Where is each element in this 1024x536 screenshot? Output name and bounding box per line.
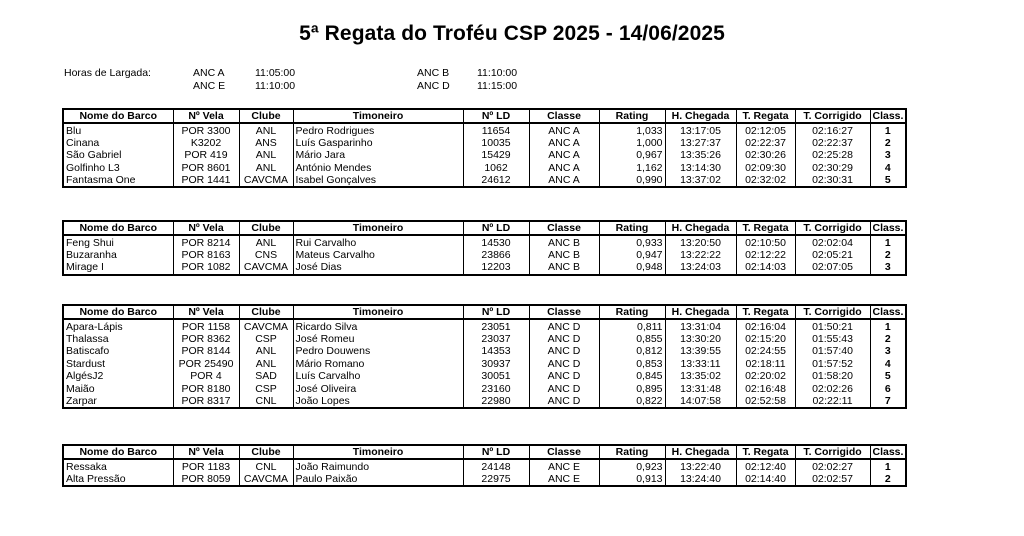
table-row — [63, 358, 906, 370]
helmsman-cell: Mário Jara — [293, 149, 463, 161]
position-cell: 5 — [870, 370, 906, 382]
class-cell: ANC D — [529, 358, 599, 370]
table-row — [63, 370, 906, 382]
table-row — [63, 149, 906, 161]
rating-cell: 0,811 — [599, 319, 665, 332]
column-header-helmsman: Timoneiro — [293, 305, 463, 319]
club-cell: CNL — [239, 395, 293, 408]
column-header-helmsman: Timoneiro — [293, 221, 463, 235]
column-header-finish-time: H. Chegada — [665, 305, 736, 319]
start-times-label: Horas de Largada: — [64, 67, 151, 79]
position-cell: 1 — [870, 459, 906, 472]
table-row — [63, 235, 906, 248]
column-header-sail-number: Nº Vela — [173, 109, 239, 123]
position-cell: 3 — [870, 261, 906, 274]
class-cell: ANC D — [529, 319, 599, 332]
club-cell: SAD — [239, 370, 293, 382]
sail-number-cell: POR 8180 — [173, 382, 239, 394]
table-row — [63, 459, 906, 472]
rating-cell: 0,853 — [599, 358, 665, 370]
race-time-cell: 02:14:40 — [736, 473, 795, 486]
boat-name-cell: Thalassa — [66, 332, 109, 345]
boat-name-cell: Maião — [66, 382, 95, 395]
finish-time-cell: 13:20:50 — [665, 235, 736, 248]
club-cell: CSP — [239, 382, 293, 394]
helmsman-cell: Mário Romano — [293, 358, 463, 370]
sail-number-cell: POR 8601 — [173, 162, 239, 174]
finish-time-cell: 13:33:11 — [665, 358, 736, 370]
boat-name-cell: Mirage I — [66, 261, 104, 274]
rating-cell: 1,000 — [599, 137, 665, 149]
club-cell: CSP — [239, 333, 293, 345]
results-table-anc-a — [62, 108, 907, 188]
sail-number-cell: POR 1183 — [173, 459, 239, 472]
column-header-sail-number: Nº Vela — [173, 445, 239, 459]
sail-number-cell: POR 8163 — [173, 249, 239, 261]
finish-time-cell: 14:07:58 — [665, 395, 736, 408]
start-class: ANC A — [193, 67, 225, 79]
club-cell: CNS — [239, 249, 293, 261]
helmsman-cell: Mateus Carvalho — [293, 249, 463, 261]
boat-name-cell: São Gabriel — [66, 149, 122, 162]
sail-number-cell: POR 419 — [173, 149, 239, 161]
column-header-corrected-time: T. Corrigido — [795, 445, 870, 459]
boat-name-cell: Golfinho L3 — [66, 161, 120, 174]
table-row — [63, 333, 906, 345]
column-header-helmsman: Timoneiro — [293, 445, 463, 459]
column-header-boat-name: Nome do Barco — [63, 445, 173, 459]
start-time: 11:10:00 — [477, 67, 518, 79]
boat-name-cell: AlgésJ2 — [66, 370, 104, 383]
position-cell: 5 — [870, 174, 906, 187]
sail-number-cell: POR 1441 — [173, 174, 239, 187]
corrected-time-cell: 02:25:28 — [795, 149, 870, 161]
ld-number-cell: 23037 — [463, 333, 529, 345]
position-cell: 6 — [870, 382, 906, 394]
header-row — [63, 445, 906, 459]
column-header-corrected-time: T. Corrigido — [795, 221, 870, 235]
ld-number-cell: 30937 — [463, 358, 529, 370]
helmsman-cell: José Romeu — [293, 333, 463, 345]
ld-number-cell: 14530 — [463, 235, 529, 248]
rating-cell: 0,822 — [599, 395, 665, 408]
finish-time-cell: 13:30:20 — [665, 333, 736, 345]
helmsman-cell: Paulo Paixão — [293, 473, 463, 486]
club-cell: ANL — [239, 162, 293, 174]
class-cell: ANC B — [529, 235, 599, 248]
column-header-finish-time: H. Chegada — [665, 445, 736, 459]
race-time-cell: 02:22:37 — [736, 137, 795, 149]
sail-number-cell: POR 1082 — [173, 261, 239, 274]
header-row — [63, 109, 906, 123]
column-header-rating: Rating — [599, 305, 665, 319]
corrected-time-cell: 01:50:21 — [795, 319, 870, 332]
position-cell: 4 — [870, 358, 906, 370]
column-header-club: Clube — [239, 445, 293, 459]
start-class: ANC D — [417, 80, 450, 92]
finish-time-cell: 13:24:40 — [665, 473, 736, 486]
column-header-position: Class. — [870, 221, 906, 235]
race-time-cell: 02:30:26 — [736, 149, 795, 161]
class-cell: ANC B — [529, 249, 599, 261]
race-time-cell: 02:16:48 — [736, 382, 795, 394]
position-cell: 2 — [870, 137, 906, 149]
helmsman-cell: Pedro Rodrigues — [293, 123, 463, 136]
table-row — [63, 174, 906, 187]
class-cell: ANC E — [529, 473, 599, 486]
race-time-cell: 02:16:04 — [736, 319, 795, 332]
corrected-time-cell: 02:05:21 — [795, 249, 870, 261]
rating-cell: 0,933 — [599, 235, 665, 248]
club-cell: ANL — [239, 345, 293, 357]
club-cell: ANL — [239, 123, 293, 136]
column-header-position: Class. — [870, 109, 906, 123]
ld-number-cell: 11654 — [463, 123, 529, 136]
column-header-race-time: T. Regata — [736, 221, 795, 235]
column-header-ld-number: Nº LD — [463, 305, 529, 319]
helmsman-cell: Luís Gasparinho — [293, 137, 463, 149]
column-header-ld-number: Nº LD — [463, 109, 529, 123]
position-cell: 1 — [870, 235, 906, 248]
corrected-time-cell: 01:57:40 — [795, 345, 870, 357]
boat-name-cell: Fantasma One — [66, 174, 136, 187]
column-header-finish-time: H. Chegada — [665, 221, 736, 235]
class-cell: ANC D — [529, 395, 599, 408]
sail-number-cell: POR 4 — [173, 370, 239, 382]
column-header-class: Classe — [529, 445, 599, 459]
ld-number-cell: 12203 — [463, 261, 529, 274]
helmsman-cell: João Lopes — [293, 395, 463, 408]
corrected-time-cell: 02:30:29 — [795, 162, 870, 174]
column-header-boat-name: Nome do Barco — [63, 109, 173, 123]
class-cell: ANC A — [529, 174, 599, 187]
boat-name-cell: Ressaka — [66, 460, 107, 473]
column-header-club: Clube — [239, 109, 293, 123]
column-header-club: Clube — [239, 305, 293, 319]
helmsman-cell: José Dias — [293, 261, 463, 274]
race-time-cell: 02:18:11 — [736, 358, 795, 370]
position-cell: 1 — [870, 123, 906, 136]
position-cell: 4 — [870, 162, 906, 174]
table-row — [63, 123, 906, 136]
rating-cell: 0,923 — [599, 459, 665, 472]
boat-name-cell: Zarpar — [66, 394, 97, 407]
ld-number-cell: 10035 — [463, 137, 529, 149]
corrected-time-cell: 02:02:04 — [795, 235, 870, 248]
column-header-corrected-time: T. Corrigido — [795, 109, 870, 123]
column-header-rating: Rating — [599, 445, 665, 459]
helmsman-cell: Pedro Douwens — [293, 345, 463, 357]
column-header-rating: Rating — [599, 221, 665, 235]
class-cell: ANC A — [529, 123, 599, 136]
club-cell: CAVCMA — [239, 319, 293, 332]
sail-number-cell: POR 25490 — [173, 358, 239, 370]
ld-number-cell: 22975 — [463, 473, 529, 486]
table-row — [63, 162, 906, 174]
sail-number-cell: POR 8214 — [173, 235, 239, 248]
rating-cell: 1,033 — [599, 123, 665, 136]
corrected-time-cell: 02:30:31 — [795, 174, 870, 187]
rating-cell: 0,895 — [599, 382, 665, 394]
boat-name-cell: Batiscafo — [66, 345, 110, 358]
corrected-time-cell: 02:22:37 — [795, 137, 870, 149]
rating-cell: 0,990 — [599, 174, 665, 187]
column-header-race-time: T. Regata — [736, 109, 795, 123]
class-cell: ANC D — [529, 333, 599, 345]
column-header-corrected-time: T. Corrigido — [795, 305, 870, 319]
rating-cell: 0,845 — [599, 370, 665, 382]
club-cell: CAVCMA — [239, 473, 293, 486]
race-time-cell: 02:12:40 — [736, 459, 795, 472]
rating-cell: 0,812 — [599, 345, 665, 357]
corrected-time-cell: 01:57:52 — [795, 358, 870, 370]
sail-number-cell: K3202 — [173, 137, 239, 149]
ld-number-cell: 23160 — [463, 382, 529, 394]
finish-time-cell: 13:39:55 — [665, 345, 736, 357]
helmsman-cell: António Mendes — [293, 162, 463, 174]
helmsman-cell: Isabel Gonçalves — [293, 174, 463, 187]
column-header-sail-number: Nº Vela — [173, 305, 239, 319]
ld-number-cell: 14353 — [463, 345, 529, 357]
rating-cell: 0,947 — [599, 249, 665, 261]
corrected-time-cell: 02:02:26 — [795, 382, 870, 394]
sail-number-cell: POR 8059 — [173, 473, 239, 486]
finish-time-cell: 13:31:04 — [665, 319, 736, 332]
column-header-ld-number: Nº LD — [463, 221, 529, 235]
race-time-cell: 02:24:55 — [736, 345, 795, 357]
class-cell: ANC E — [529, 459, 599, 472]
rating-cell: 0,913 — [599, 473, 665, 486]
boat-name-cell: Feng Shui — [66, 236, 114, 249]
ld-number-cell: 24148 — [463, 459, 529, 472]
club-cell: ANL — [239, 149, 293, 161]
ld-number-cell: 15429 — [463, 149, 529, 161]
table-row — [63, 261, 906, 274]
race-time-cell: 02:09:30 — [736, 162, 795, 174]
corrected-time-cell: 02:22:11 — [795, 395, 870, 408]
table-row — [63, 249, 906, 261]
start-class: ANC E — [193, 80, 226, 92]
table-row — [63, 345, 906, 357]
class-cell: ANC D — [529, 370, 599, 382]
corrected-time-cell: 02:16:27 — [795, 123, 870, 136]
rating-cell: 1,162 — [599, 162, 665, 174]
sail-number-cell: POR 8317 — [173, 395, 239, 408]
column-header-position: Class. — [870, 305, 906, 319]
ld-number-cell: 22980 — [463, 395, 529, 408]
club-cell: ANS — [239, 137, 293, 149]
corrected-time-cell: 02:02:57 — [795, 473, 870, 486]
corrected-time-cell: 02:07:05 — [795, 261, 870, 274]
table-row — [63, 473, 906, 486]
position-cell: 2 — [870, 473, 906, 486]
club-cell: CAVCMA — [239, 261, 293, 274]
finish-time-cell: 13:24:03 — [665, 261, 736, 274]
sail-number-cell: POR 1158 — [173, 319, 239, 332]
results-table-anc-e — [62, 444, 907, 487]
header-row — [63, 305, 906, 319]
position-cell: 3 — [870, 149, 906, 161]
helmsman-cell: Luís Carvalho — [293, 370, 463, 382]
helmsman-cell: Ricardo Silva — [293, 319, 463, 332]
column-header-helmsman: Timoneiro — [293, 109, 463, 123]
boat-name-cell: Alta Pressão — [66, 472, 126, 485]
finish-time-cell: 13:37:02 — [665, 174, 736, 187]
boat-name-cell: Blu — [66, 124, 82, 137]
start-class: ANC B — [417, 67, 450, 79]
column-header-position: Class. — [870, 445, 906, 459]
corrected-time-cell: 01:58:20 — [795, 370, 870, 382]
club-cell: ANL — [239, 358, 293, 370]
class-cell: ANC B — [529, 261, 599, 274]
helmsman-cell: Rui Carvalho — [293, 235, 463, 248]
rating-cell: 0,855 — [599, 333, 665, 345]
column-header-boat-name: Nome do Barco — [63, 221, 173, 235]
column-header-club: Clube — [239, 221, 293, 235]
column-header-finish-time: H. Chegada — [665, 109, 736, 123]
ld-number-cell: 23051 — [463, 319, 529, 332]
position-cell: 3 — [870, 345, 906, 357]
helmsman-cell: José Oliveira — [293, 382, 463, 394]
finish-time-cell: 13:22:40 — [665, 459, 736, 472]
results-table-anc-d — [62, 304, 907, 409]
table-row — [63, 382, 906, 394]
rating-cell: 0,967 — [599, 149, 665, 161]
club-cell: CNL — [239, 459, 293, 472]
start-time: 11:15:00 — [477, 80, 518, 92]
ld-number-cell: 24612 — [463, 174, 529, 187]
position-cell: 1 — [870, 319, 906, 332]
race-time-cell: 02:12:22 — [736, 249, 795, 261]
column-header-class: Classe — [529, 305, 599, 319]
boat-name-cell: Cinana — [66, 136, 100, 149]
helmsman-cell: João Raimundo — [293, 459, 463, 472]
finish-time-cell: 13:17:05 — [665, 123, 736, 136]
finish-time-cell: 13:31:48 — [665, 382, 736, 394]
column-header-class: Classe — [529, 221, 599, 235]
club-cell: CAVCMA — [239, 174, 293, 187]
table-row — [63, 395, 906, 408]
race-time-cell: 02:32:02 — [736, 174, 795, 187]
boat-name-cell: Stardust — [66, 357, 106, 370]
class-cell: ANC A — [529, 137, 599, 149]
results-table-anc-b — [62, 220, 907, 276]
table-row — [63, 137, 906, 149]
column-header-rating: Rating — [599, 109, 665, 123]
race-time-cell: 02:15:20 — [736, 333, 795, 345]
column-header-sail-number: Nº Vela — [173, 221, 239, 235]
column-header-boat-name: Nome do Barco — [63, 305, 173, 319]
boat-name-cell: Apara-Lápis — [66, 320, 123, 333]
sail-number-cell: POR 3300 — [173, 123, 239, 136]
race-time-cell: 02:52:58 — [736, 395, 795, 408]
column-header-race-time: T. Regata — [736, 305, 795, 319]
finish-time-cell: 13:22:22 — [665, 249, 736, 261]
corrected-time-cell: 02:02:27 — [795, 459, 870, 472]
race-time-cell: 02:10:50 — [736, 235, 795, 248]
class-cell: ANC D — [529, 382, 599, 394]
race-time-cell: 02:20:02 — [736, 370, 795, 382]
ld-number-cell: 23866 — [463, 249, 529, 261]
start-time: 11:10:00 — [255, 80, 296, 92]
finish-time-cell: 13:14:30 — [665, 162, 736, 174]
position-cell: 7 — [870, 395, 906, 408]
boat-name-cell: Buzaranha — [66, 248, 117, 261]
class-cell: ANC A — [529, 149, 599, 161]
race-time-cell: 02:12:05 — [736, 123, 795, 136]
table-row — [63, 319, 906, 332]
ld-number-cell: 30051 — [463, 370, 529, 382]
start-time: 11:05:00 — [255, 67, 296, 79]
sail-number-cell: POR 8144 — [173, 345, 239, 357]
class-cell: ANC D — [529, 345, 599, 357]
header-row — [63, 221, 906, 235]
page-title: 5ª Regata do Troféu CSP 2025 - 14/06/2025 — [299, 22, 725, 45]
column-header-race-time: T. Regata — [736, 445, 795, 459]
club-cell: ANL — [239, 235, 293, 248]
finish-time-cell: 13:35:26 — [665, 149, 736, 161]
class-cell: ANC A — [529, 162, 599, 174]
column-header-ld-number: Nº LD — [463, 445, 529, 459]
race-time-cell: 02:14:03 — [736, 261, 795, 274]
rating-cell: 0,948 — [599, 261, 665, 274]
finish-time-cell: 13:35:02 — [665, 370, 736, 382]
position-cell: 2 — [870, 249, 906, 261]
sail-number-cell: POR 8362 — [173, 333, 239, 345]
ld-number-cell: 1062 — [463, 162, 529, 174]
column-header-class: Classe — [529, 109, 599, 123]
corrected-time-cell: 01:55:43 — [795, 333, 870, 345]
finish-time-cell: 13:27:37 — [665, 137, 736, 149]
position-cell: 2 — [870, 333, 906, 345]
